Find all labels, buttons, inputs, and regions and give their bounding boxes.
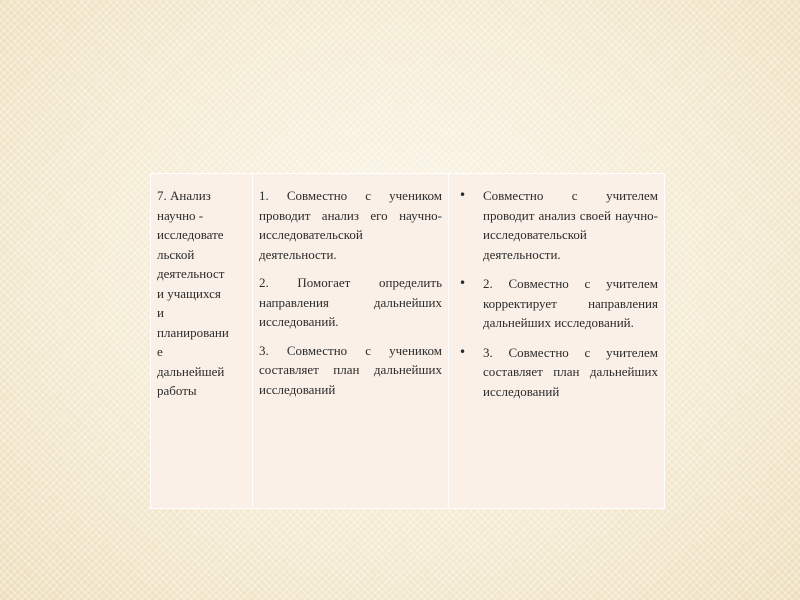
teacher-actions-cell — [253, 174, 449, 509]
stage-line: льской — [157, 246, 195, 262]
teacher-action: 2. Помогает определить направления дальнейших исследований. — [259, 275, 442, 329]
table-row — [151, 174, 665, 509]
stage-line: деятельност — [157, 266, 225, 281]
stage-line: е — [157, 344, 163, 359]
student-action-text: Совместно с учителем проводит анализ своей научно-исследовательской деятельности. — [483, 188, 658, 262]
stage-line: исследовате — [157, 227, 224, 242]
bullet-icon: • — [459, 276, 467, 290]
student-action-text: 3. Совместно с учителем составляет план дальнейших исследований — [483, 344, 658, 399]
stage-line: научно - — [157, 207, 204, 223]
bullet-icon: • — [459, 344, 467, 359]
student-action — [455, 274, 658, 333]
bullet-icon: • — [459, 188, 467, 202]
content-table — [150, 173, 665, 509]
student-action-text: 2. Совместно с учителем корректирует направления дальнейших исследований. — [483, 276, 658, 330]
stage-line: дальнейшей — [157, 363, 225, 379]
student-actions-cell — [449, 174, 665, 509]
stage-line: и — [157, 305, 164, 320]
teacher-action: 3. Совместно с учеником составляет план дальнейших исследований — [259, 342, 442, 397]
stage-line: 7. Анализ — [157, 188, 211, 203]
student-action — [455, 186, 658, 264]
stage-cell — [151, 174, 253, 509]
stage-line: и учащихся — [157, 285, 221, 301]
teacher-action: 1. Совместно с учеником проводит анализ его научно-исследовательской деятельности. — [259, 188, 442, 262]
stage-line: работы — [157, 383, 197, 398]
stage-line: планировани — [157, 324, 229, 340]
student-action — [455, 343, 658, 402]
